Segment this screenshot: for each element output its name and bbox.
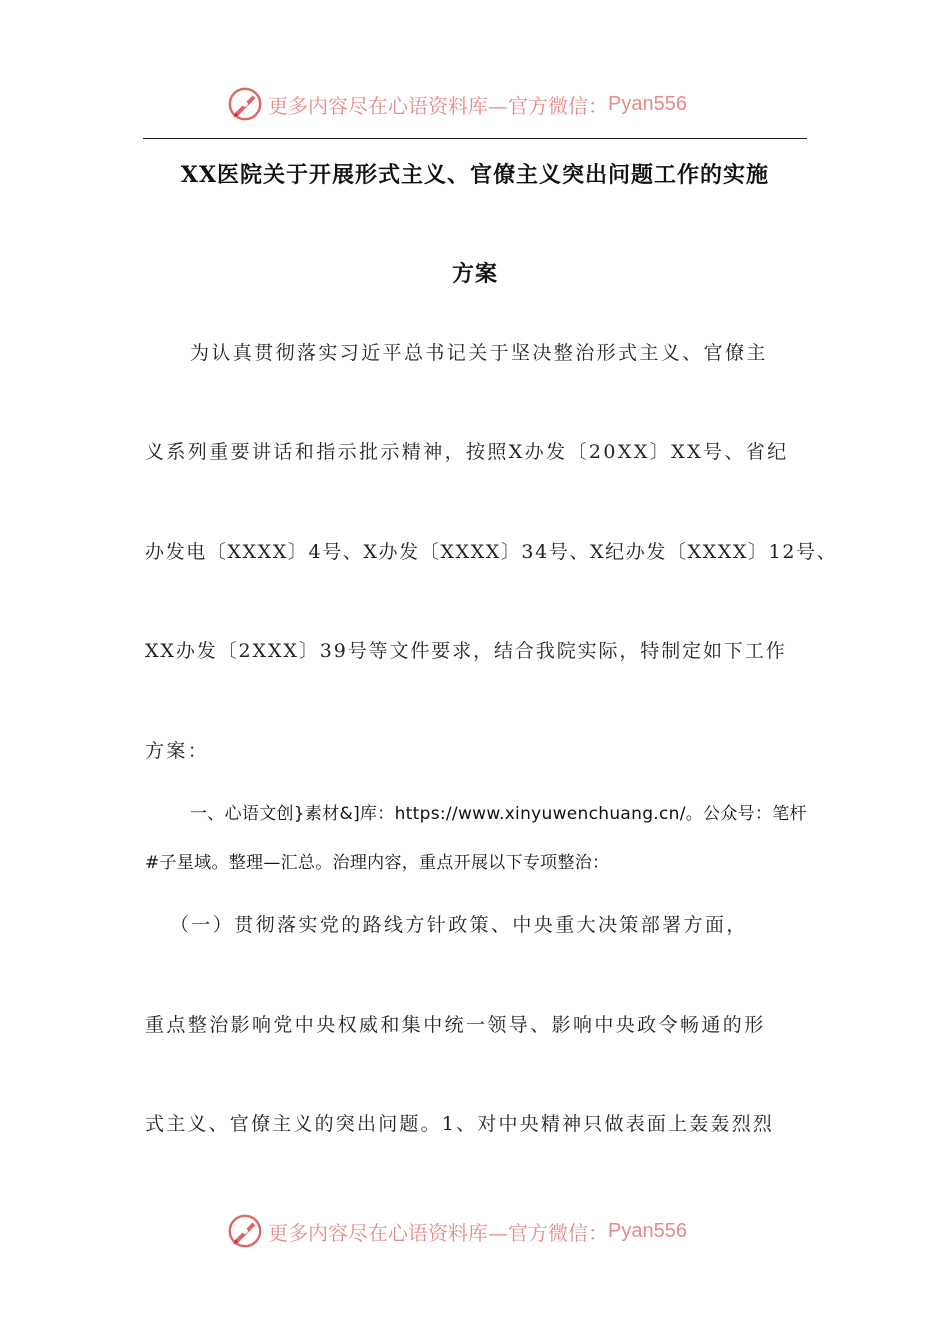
paragraph1-line: 办发电〔XXXX〕4号、X办发〔XXXX〕34号、X纪办发〔XXXX〕12号、 bbox=[145, 541, 838, 563]
watermark-id: Pyan556 bbox=[608, 1219, 687, 1242]
watermark-text: 更多内容尽在心语资料库—官方微信： bbox=[268, 1220, 608, 1245]
paragraph1-line: 义系列重要讲话和指示批示精神，按照X办发〔20XX〕XX号、省纪 bbox=[145, 441, 789, 463]
document-title-line1: XX医院关于开展形式主义、官僚主义突出问题工作的实施 bbox=[180, 162, 770, 188]
watermark-id: Pyan556 bbox=[608, 92, 687, 115]
paragraph3-line: 式主义、官僚主义的突出问题。1、对中央精神只做表面上轰轰烈烈 bbox=[145, 1113, 775, 1135]
paragraph1-line: 为认真贯彻落实习近平总书记关于坚决整治形式主义、官僚主 bbox=[190, 342, 768, 364]
document-title-line2: 方案 bbox=[451, 261, 498, 287]
watermark-text: 更多内容尽在心语资料库—官方微信： bbox=[268, 93, 608, 118]
paragraph2-line: #子星域。整理—汇总。治理内容，重点开展以下专项整治： bbox=[145, 853, 610, 873]
paragraph1-line: 方案： bbox=[145, 740, 210, 762]
pen-logo-icon bbox=[226, 85, 264, 123]
watermark-banner-bottom bbox=[226, 1211, 687, 1251]
paragraph2-line: 一、心语文创}素材&]库：https://www.xinyuwenchuang.cn/。公众号：笔杆 bbox=[190, 804, 807, 824]
watermark-banner-top bbox=[226, 84, 687, 124]
paragraph1-line: XX办发〔2XXX〕39号等文件要求，结合我院实际，特制定如下工作 bbox=[145, 640, 787, 662]
header-rule bbox=[143, 138, 807, 139]
pen-logo-icon bbox=[226, 1212, 264, 1250]
paragraph3-line: 重点整治影响党中央权威和集中统一领导、影响中央政令畅通的形 bbox=[145, 1014, 766, 1036]
paragraph3-line: （一）贯彻落实党的路线方针政策、中央重大决策部署方面， bbox=[170, 914, 748, 936]
